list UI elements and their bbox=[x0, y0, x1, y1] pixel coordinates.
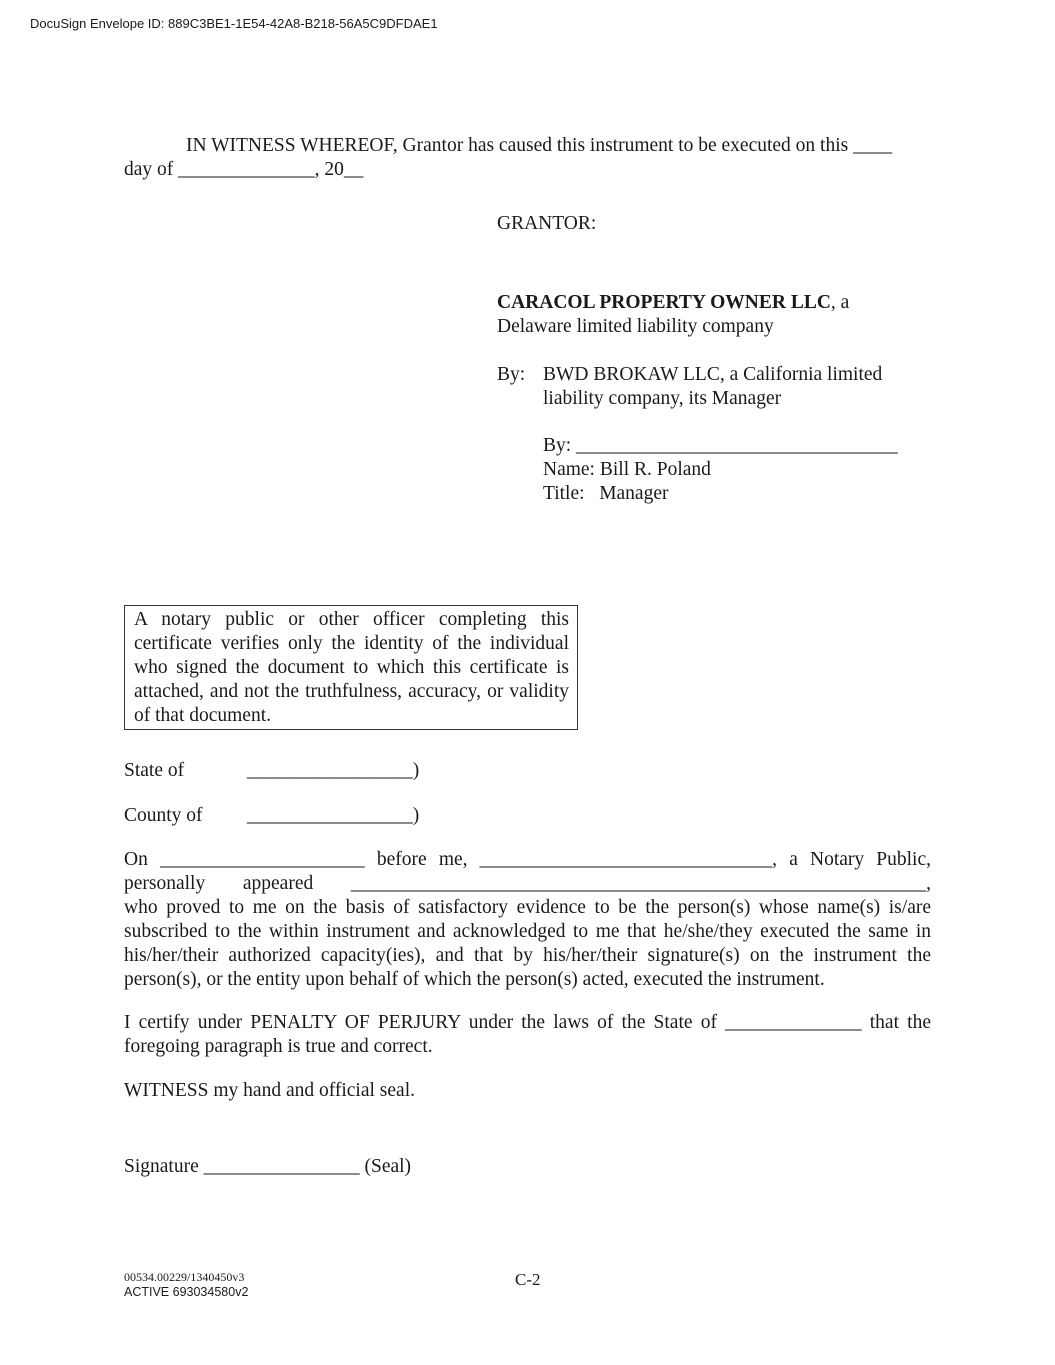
grantor-by-entity bbox=[543, 363, 943, 411]
signer-title-label: Title: bbox=[543, 483, 585, 504]
docusign-envelope-id: DocuSign Envelope ID: 889C3BE1-1E54-42A8-B218-56A5C9DFDAE1 bbox=[30, 16, 438, 31]
county-blank: _________________ bbox=[247, 805, 413, 826]
signature-by-line: By: _________________________________ bbox=[543, 435, 898, 456]
grantor-company-suffix: , a bbox=[830, 292, 850, 313]
state-label: State of bbox=[124, 760, 185, 781]
county-label: County of bbox=[124, 805, 203, 826]
acknowledgment-line-1: On _____________________ before me, ______________________________, a Notary Public, bbox=[124, 849, 931, 870]
grantor-by-line-2: liability company, its Manager bbox=[543, 388, 782, 409]
signer-title-value: Manager bbox=[599, 483, 669, 504]
grantor-company-line-2: Delaware limited liability company bbox=[497, 316, 774, 337]
grantor-company bbox=[497, 291, 937, 339]
acknowledgment-body: who proved to me on the basis of satisfactory evidence to be the person(s) whose name(s) is/are subscribed to the within instrument and acknowledged to me that he/she/they executed the same in his/her/their authorized capacity(ies), and that by his/her/their signature(s) on the instrument the person(s), or the entity upon behalf of which the person(s) acted, executed the instrument. bbox=[124, 897, 931, 990]
witness-line-1: IN WITNESS WHEREOF, Grantor has caused this instrument to be executed on this ____ bbox=[186, 135, 893, 156]
footer-active-number: ACTIVE 693034580v2 bbox=[124, 1285, 249, 1299]
page-number: C-2 bbox=[515, 1270, 541, 1289]
signature-block bbox=[543, 434, 943, 506]
grantor-by-line-1: BWD BROKAW LLC, a California limited bbox=[543, 364, 883, 385]
grantor-company-name: CARACOL PROPERTY OWNER LLC bbox=[497, 292, 831, 313]
county-blank-wrap bbox=[247, 804, 419, 828]
footer-left bbox=[124, 1270, 248, 1300]
acknowledgment-line-2: personally appeared ___________________________________________________________, bbox=[124, 873, 931, 894]
county-paren: ) bbox=[412, 805, 420, 826]
footer-doc-number: 00534.00229/1340450v3 bbox=[124, 1270, 245, 1284]
grantor-label: GRANTOR: bbox=[497, 213, 597, 234]
grantor-by-label: By: bbox=[497, 364, 526, 385]
state-blank: _________________) bbox=[247, 760, 420, 781]
witness-paragraph bbox=[124, 134, 931, 182]
witness-line-2: day of ______________, 20__ bbox=[124, 159, 364, 180]
signer-name: Name: Bill R. Poland bbox=[543, 459, 711, 480]
notary-disclaimer-box: A notary public or other officer completing this certificate verifies only the identity of the individual who signed the document to which this certificate is attached, and not the truthfulness, accuracy, or validity of that document. bbox=[124, 605, 578, 730]
perjury-certification: I certify under PENALTY OF PERJURY under the laws of the State of ______________ that the foregoing paragraph is true and correct. bbox=[124, 1012, 931, 1057]
acknowledgment-paragraph bbox=[124, 848, 931, 992]
grantor-company-line-1 bbox=[497, 291, 937, 315]
signer-title bbox=[543, 482, 943, 506]
notary-signature-line: Signature ________________ (Seal) bbox=[124, 1156, 412, 1177]
witness-hand-seal: WITNESS my hand and official seal. bbox=[124, 1080, 415, 1101]
